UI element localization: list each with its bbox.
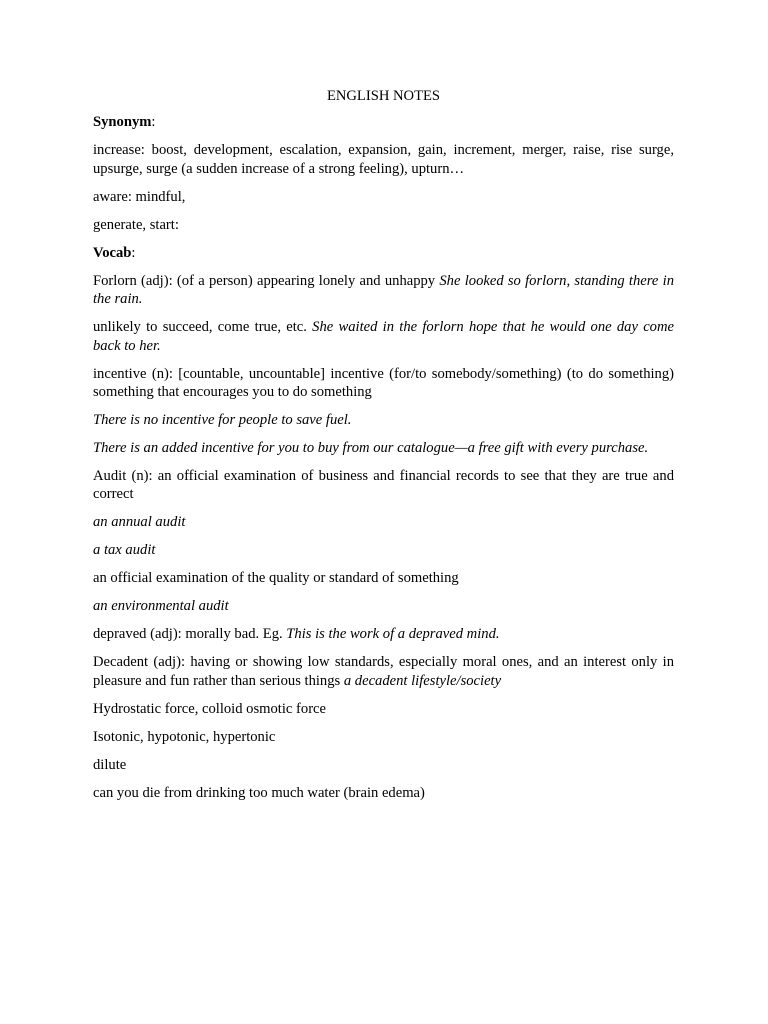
note-dilute: dilute xyxy=(93,756,127,773)
document-title: ENGLISH NOTES xyxy=(326,88,441,104)
synonym-colon: : xyxy=(151,114,156,131)
audit-definition-2: an official examination of the quality or standard of something xyxy=(93,570,459,587)
audit-example-1 xyxy=(93,513,674,531)
note-isotonic: Isotonic, hypotonic, hypertonic xyxy=(93,728,276,745)
audit-example-3 xyxy=(93,597,674,615)
forlorn-definition: Forlorn (adj): (of a person) appearing lonely and unhappy xyxy=(93,272,440,289)
incentive-example-1 xyxy=(93,411,674,429)
forlorn-example: She looked so forlorn, standing there in the rain. xyxy=(93,272,674,308)
synonym-heading-line xyxy=(93,113,674,131)
vocab-audit: Audit (n): an official examination of business and financial records to see that they are true and correct xyxy=(93,468,674,503)
vocab-incentive: incentive (n): [countable, uncountable] incentive (for/to somebody/something) (to do something) something that encourages you to do something xyxy=(93,365,674,401)
incentive-example-1-text: There is no incentive for people to save fuel. xyxy=(93,412,352,429)
vocab-decadent xyxy=(93,653,674,690)
audit-example-2-text: a tax audit xyxy=(93,542,156,559)
vocab-forlorn xyxy=(93,272,674,309)
depraved-example: This is the work of a depraved mind. xyxy=(286,626,500,643)
vocab-heading: Vocab xyxy=(93,244,132,261)
note-hydrostatic: Hydrostatic force, colloid osmotic force xyxy=(93,700,327,717)
forlorn-definition-2: unlikely to succeed, come true, etc. xyxy=(93,319,313,336)
synonym-heading: Synonym xyxy=(93,114,152,131)
synonym-increase: increase: boost, development, escalation, expansion, gain, increment, merger, raise, rise surge, upsurge, surge (a sudden increase of a strong feeling), upturn… xyxy=(93,142,674,177)
vocab-colon: : xyxy=(131,244,136,261)
vocab-depraved xyxy=(93,625,674,643)
incentive-example-2 xyxy=(93,439,674,457)
audit-example-1-text: an annual audit xyxy=(93,514,186,531)
audit-example-2 xyxy=(93,541,674,559)
note-water: can you die from drinking too much water (brain edema) xyxy=(93,784,425,801)
synonym-generate: generate, start: xyxy=(93,216,179,233)
incentive-example-2-text: There is an added incentive for you to buy from our catalogue—a free gift with every purchase. xyxy=(93,440,649,457)
vocab-forlorn-sense-2 xyxy=(93,318,674,355)
synonym-aware: aware: mindful, xyxy=(93,188,186,205)
forlorn-example-2: She waited in the forlorn hope that he would one day come back to her. xyxy=(93,319,674,354)
audit-example-3-text: an environmental audit xyxy=(93,598,229,615)
decadent-example: a decadent lifestyle/society xyxy=(343,672,502,689)
vocab-heading-line xyxy=(93,244,674,262)
decadent-definition: Decadent (adj): having or showing low standards, especially moral ones, and an interest only in pleasure and fun rather than serious things xyxy=(93,654,674,689)
depraved-definition: depraved (adj): morally bad. Eg. xyxy=(93,626,287,643)
